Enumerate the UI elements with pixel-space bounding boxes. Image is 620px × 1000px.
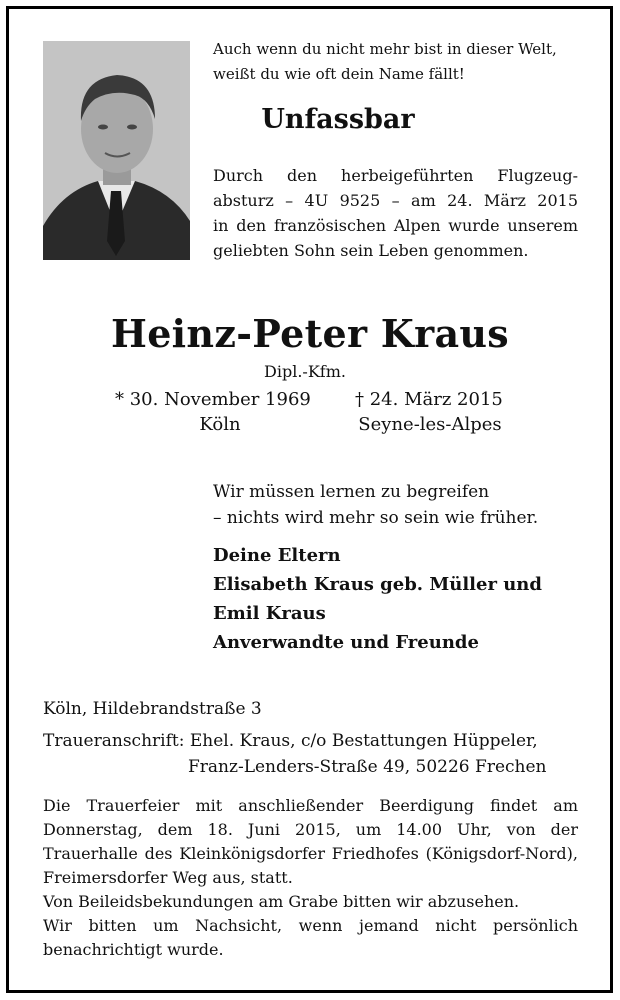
intro-text bbox=[213, 163, 578, 263]
ceremony-text bbox=[43, 794, 578, 962]
family-line: Emil Kraus bbox=[213, 603, 326, 624]
intro-line: Durch den herbeigeführten Flugzeug- bbox=[213, 166, 578, 185]
mourning-address-line: Franz-Lenders-Straße 49, 50226 Frechen bbox=[188, 757, 547, 777]
intro-line: in den französischen Alpen wurde unserem bbox=[213, 216, 578, 235]
portrait-photo bbox=[43, 41, 190, 260]
ceremony-line: Die Trauerfeier mit anschließender Beerdigung findet am bbox=[43, 796, 578, 815]
family-line: Elisabeth Kraus geb. Müller und bbox=[213, 574, 542, 595]
verse bbox=[213, 479, 573, 531]
verse-line: Wir müssen lernen zu begreifen bbox=[213, 482, 490, 502]
ceremony-line: Trauerhalle des Kleinkönigsdorfer Friedhofes (Königsdorf-Nord), bbox=[43, 844, 578, 863]
verse-line: – nichts wird mehr so sein wie früher. bbox=[213, 508, 539, 528]
death-date: † 24. März 2015 bbox=[355, 389, 503, 410]
ceremony-line: Freimersdorfer Weg aus, statt. bbox=[43, 868, 293, 887]
quote-line: Auch wenn du nicht mehr bist in dieser Welt, bbox=[213, 40, 557, 58]
ceremony-line: Wir bitten um Nachsicht, wenn jemand nicht persönlich bbox=[43, 916, 578, 935]
intro-line: absturz – 4U 9525 – am 24. März 2015 bbox=[213, 191, 578, 210]
heading: Unfassbar bbox=[261, 104, 415, 135]
home-address: Köln, Hildebrandstraße 3 bbox=[43, 699, 262, 719]
deceased-name: Heinz-Peter Kraus bbox=[111, 311, 509, 356]
family-line: Deine Eltern bbox=[213, 545, 341, 566]
ceremony-line: Von Beileidsbekundungen am Grabe bitten wir abzusehen. bbox=[43, 892, 520, 911]
family-signature bbox=[213, 541, 593, 657]
deceased-degree: Dipl.-Kfm. bbox=[264, 362, 346, 381]
quote-line: weißt du wie oft dein Name fällt! bbox=[213, 65, 465, 83]
family-line: Anverwandte und Freunde bbox=[213, 632, 479, 653]
ceremony-line: Donnerstag, dem 18. Juni 2015, um 14.00 Uhr, von der bbox=[43, 820, 578, 839]
birth-place: Köln bbox=[199, 414, 241, 435]
intro-line: geliebten Sohn sein Leben genommen. bbox=[213, 241, 529, 260]
mourning-address bbox=[43, 728, 563, 780]
death-place: Seyne-les-Alpes bbox=[358, 414, 502, 435]
birth-date: * 30. November 1969 bbox=[115, 389, 311, 410]
mourning-address-line: Traueranschrift: Ehel. Kraus, c/o Bestattungen Hüppeler, bbox=[43, 731, 538, 751]
opening-quote bbox=[213, 37, 583, 87]
ceremony-line: benachrichtigt wurde. bbox=[43, 940, 224, 959]
